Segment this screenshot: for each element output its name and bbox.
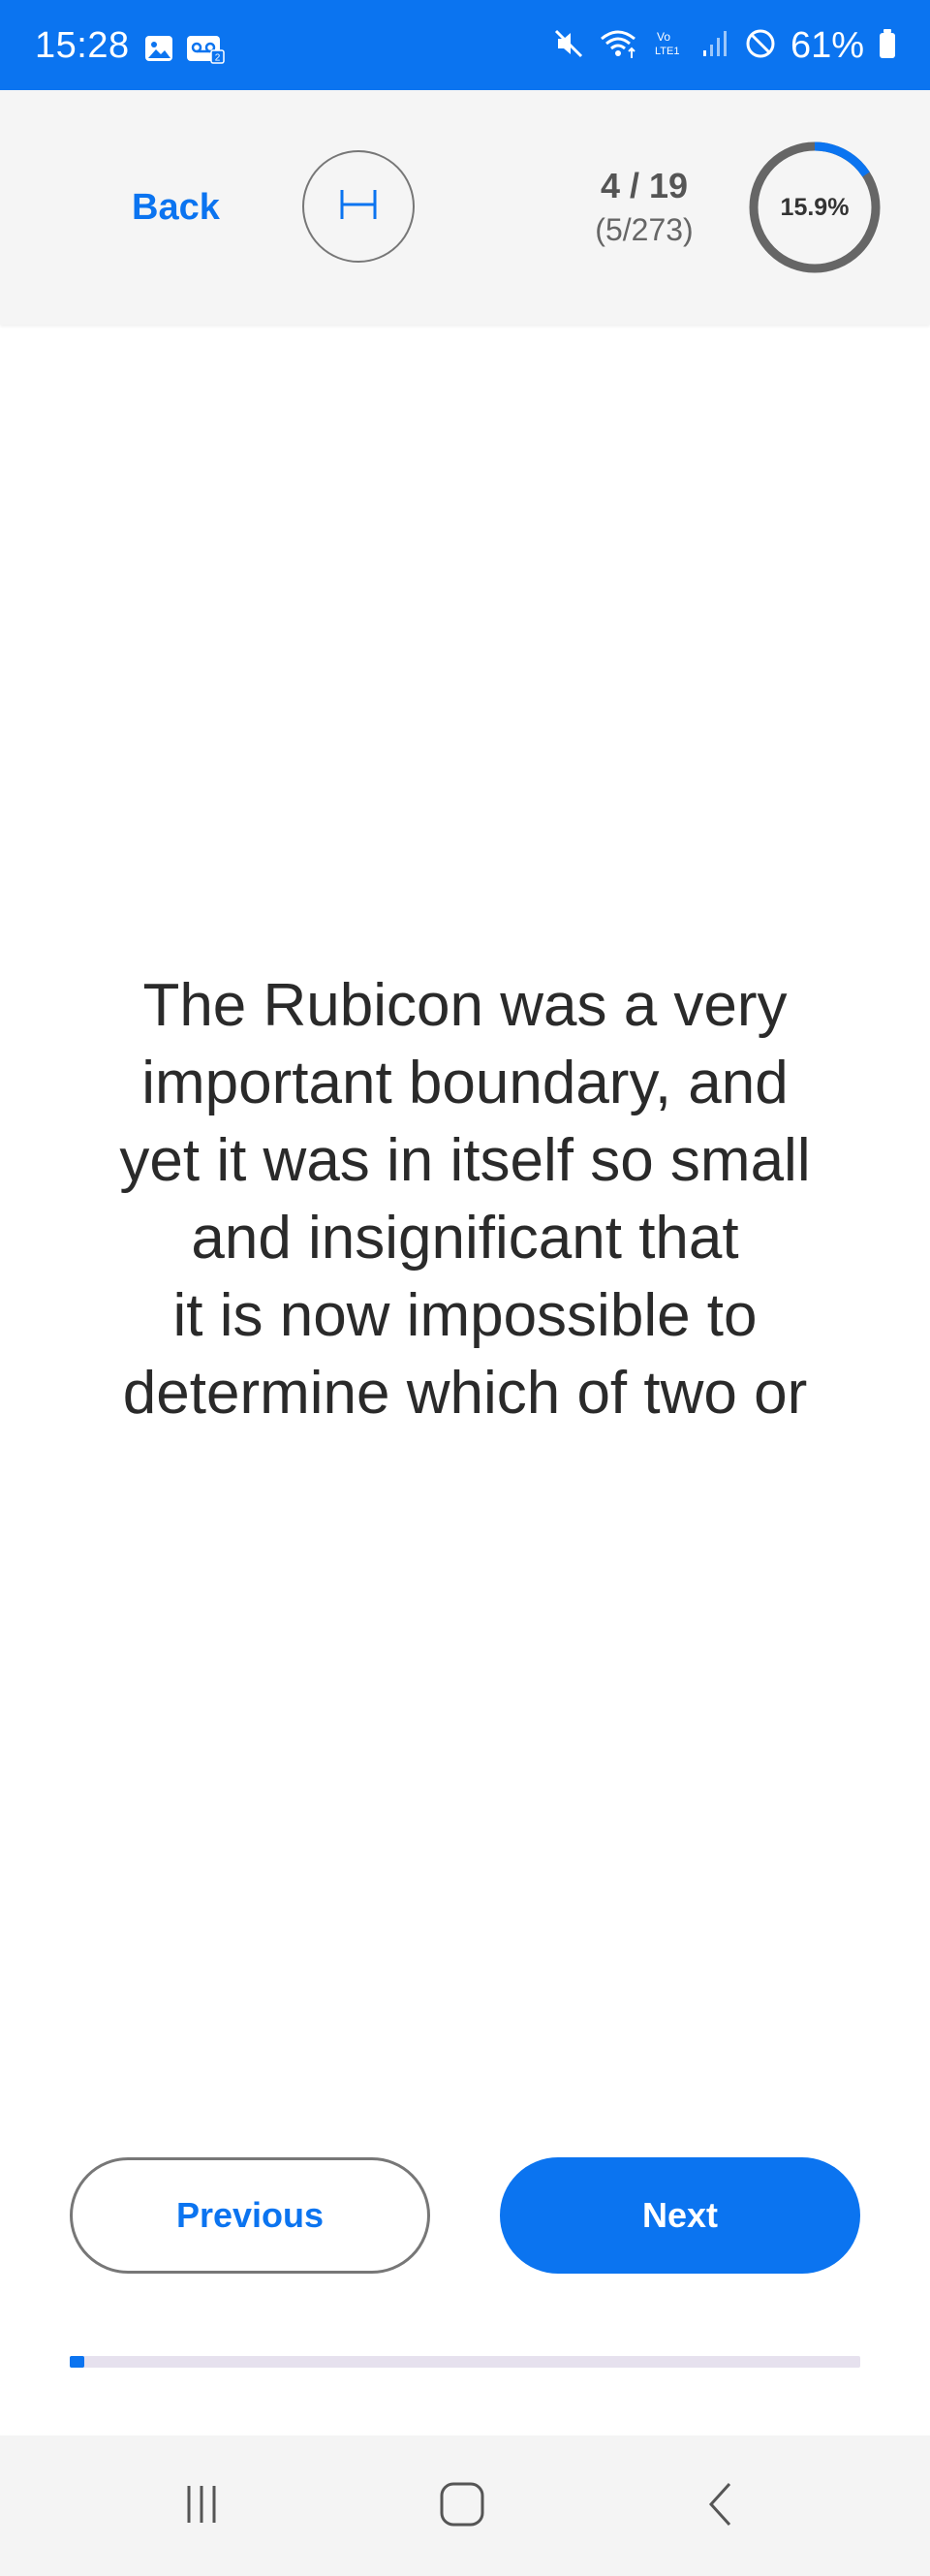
recents-icon [177, 2480, 226, 2533]
gallery-icon [143, 33, 174, 69]
back-icon [698, 2480, 746, 2533]
lte-icon [653, 27, 688, 65]
home-button[interactable] [423, 2472, 501, 2540]
reader-header [0, 90, 930, 325]
status-time: 15:28 [35, 25, 130, 66]
status-notification-icons [143, 33, 225, 69]
mute-icon [552, 27, 585, 65]
system-nav-bar [0, 2435, 930, 2576]
svg-text:2: 2 [214, 52, 221, 64]
total-position: (5/273) [595, 212, 694, 247]
fit-width-icon [334, 180, 383, 234]
page-position: 4 / 19 [600, 166, 689, 205]
home-icon [438, 2480, 486, 2533]
jump-to-position-button[interactable] [302, 150, 415, 263]
reading-progress-fill [70, 2356, 84, 2368]
svg-text:LTE1: LTE1 [654, 46, 680, 57]
reading-progress-bar[interactable] [70, 2356, 860, 2368]
progress-percent: 15.9% [780, 193, 850, 221]
reading-text: The Rubicon was a very important boundary, and yet it was in itself so small and insignificant that it is now impossible to determine which of two or [119, 972, 811, 1427]
do-not-disturb-icon [744, 27, 777, 65]
battery-icon [878, 27, 897, 65]
svg-text:Vo: Vo [656, 30, 670, 44]
next-button[interactable]: Next [500, 2157, 860, 2274]
page-counter [572, 166, 717, 248]
recents-button[interactable] [163, 2472, 240, 2540]
progress-ring [746, 139, 884, 276]
status-bar [0, 0, 930, 90]
signal-icon [701, 27, 730, 65]
previous-button[interactable]: Previous [70, 2157, 430, 2274]
battery-percent: 61% [790, 25, 864, 66]
status-system-icons [552, 25, 897, 67]
back-button[interactable]: Back [132, 187, 220, 228]
wifi-icon [599, 27, 639, 65]
system-back-button[interactable] [683, 2472, 760, 2540]
voicemail-icon [186, 33, 225, 69]
